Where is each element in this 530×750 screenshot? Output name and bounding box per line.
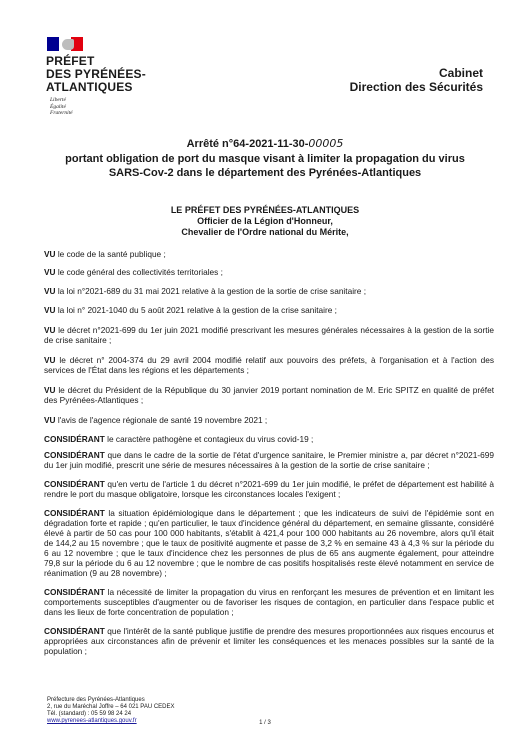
website-link[interactable]: www.pyrenees-atlantiques.gouv.fr (47, 718, 137, 724)
body-paragraph (44, 249, 494, 259)
republic-motto (50, 97, 73, 117)
marianne-logo-icon (47, 37, 83, 51)
prefecture-line: PRÉFET (46, 54, 95, 68)
paragraph-lead: CONSIDÉRANT (44, 508, 105, 518)
paragraph-lead: VU (44, 325, 56, 335)
paragraph-lead: CONSIDÉRANT (44, 479, 105, 489)
body-paragraph (44, 450, 494, 470)
paragraph-text: le code général des collectivités territoriales ; (55, 267, 223, 277)
paragraph-text: la loi n°2021-689 du 31 mai 2021 relative à la gestion de la sortie de crise sanitaire ; (55, 286, 367, 296)
motto-line: Égalité (50, 103, 66, 110)
paragraph-lead: VU (44, 355, 56, 365)
service-header (350, 66, 483, 94)
paragraph-text: que l'intérêt de la santé publique justifie de prendre des mesures proportionnées aux risques encourus et appropriées aux circonstances afin de prévenir et limiter les conséquences et les menaces possibles sur la santé de la population ; (44, 626, 494, 656)
body-paragraph (44, 587, 494, 617)
body-paragraph (44, 415, 494, 425)
subject-line: SARS-Cov-2 dans le département des Pyrénées-Atlantiques (108, 167, 422, 179)
paragraph-text: l'avis de l'agence régionale de santé 19 novembre 2021 ; (55, 415, 268, 425)
body-paragraph (44, 508, 494, 578)
prefecture-line: ATLANTIQUES (46, 80, 133, 94)
paragraph-lead: CONSIDÉRANT (44, 434, 105, 444)
paragraph-text: la nécessité de limiter la propagation du virus en renforçant les mesures de prévention et en limitant les comportements susceptibles d'augmenter ou de favoriser les risques de contagion, en particulier dans l'espace public et dans les lieux de forte concentration de population ; (44, 587, 494, 617)
paragraph-text: le décret n°2021-699 du 1er juin 2021 modifié prescrivant les mesures générales nécessaires à la gestion de la sortie de crise sanitaire ; (44, 325, 494, 345)
cabinet-label: Cabinet (438, 66, 483, 80)
paragraph-text: le décret n° 2004-374 du 29 avril 2004 modifié relatif aux pouvoirs des préfets, à l'organisation et à l'action des services de l'État dans les régions et les départements ; (44, 355, 494, 375)
paragraph-text: la loi n° 2021-1040 du 5 août 2021 relative à la gestion de la crise sanitaire ; (55, 305, 337, 315)
paragraph-lead: VU (44, 305, 56, 315)
body-paragraph (44, 434, 494, 444)
body-paragraph (44, 286, 494, 296)
signer-honor: Officier de la Légion d'Honneur, (197, 216, 333, 226)
arrete-number (0, 137, 530, 150)
page-number: 1 / 3 (259, 720, 271, 726)
paragraph-text: la situation épidémiologique dans le département ; que les indicateurs de suivi de l'épidémie sont en dégradation forte et rapide ; qu'en particulier, le taux d'incidence général du département, en semaine glissante, considéré élevé à partir de 50 cas pour 100 000 habitants, s'établit à 421,4 pour 100 000 habitants au 26 novembre, alors qu'il était de 144,2 au 15 novembre ; que le taux de positivité augmente et passe de 3,2 % en semaine 43 à 4,3 % sur la période du 6 au 12 novembre ; que le taux d'incidence chez les personnes de plus de 65 ans augmente également, pour atteindre 79,8 sur la période du 6 au 12 novembre ; que le nombre de cas positifs hospitalisés reste élevé notamment en service de réanimation (9 au 28 novembre) ; (44, 508, 494, 578)
subject-line: portant obligation de port du masque visant à limiter la propagation du virus (65, 153, 465, 165)
arrete-handwritten-number: 00005 (308, 137, 344, 150)
paragraph-text: le code de la santé publique ; (55, 249, 166, 259)
paragraph-lead: CONSIDÉRANT (44, 450, 105, 460)
paragraph-lead: CONSIDÉRANT (44, 626, 105, 636)
motto-line: Liberté (50, 97, 66, 103)
footer-line: Tél. (standard) : 05 59 98 24 24 (47, 711, 132, 717)
arrete-number-text: Arrêté n°64-2021-11-30- (186, 138, 309, 150)
body-paragraph (44, 355, 494, 375)
paragraph-text: le décret du Président de la République du 30 janvier 2019 portant nomination de M. Eric SPITZ en qualité de préfet des Pyrénées-Atlantiques ; (44, 385, 494, 405)
paragraph-lead: VU (44, 286, 56, 296)
body-paragraph (44, 325, 494, 345)
paragraph-lead: VU (44, 415, 56, 425)
body-paragraph (44, 267, 494, 277)
arrete-subject (40, 152, 490, 180)
prefecture-line: DES PYRÉNÉES- (46, 67, 146, 81)
body-paragraph (44, 305, 494, 315)
body-paragraph (44, 385, 494, 405)
paragraph-lead: VU (44, 267, 56, 277)
paragraph-lead: CONSIDÉRANT (44, 587, 105, 597)
footer-line: Préfecture des Pyrénées-Atlantiques (47, 697, 145, 703)
footer-line: 2, rue du Maréchal Joffre – 64 021 PAU CEDEX (47, 704, 175, 710)
signer-title: LE PRÉFET DES PYRÉNÉES-ATLANTIQUES (170, 205, 360, 215)
paragraph-text: que dans le cadre de la sortie de l'état d'urgence sanitaire, le Premier ministre a, par décret n°2021-699 du 1er juin modifié, prescrit une série de mesures nécessaires à la gestion de la sortie de crise sanitaire ; (44, 450, 494, 470)
body-paragraph (44, 479, 494, 499)
motto-line: Fraternité (50, 110, 73, 116)
prefecture-name (46, 55, 146, 94)
signer-block (0, 205, 530, 238)
paragraph-lead: VU (44, 385, 56, 395)
paragraph-lead: VU (44, 249, 56, 259)
document-body (44, 249, 494, 665)
paragraph-text: le caractère pathogène et contagieux du virus covid-19 ; (104, 434, 314, 444)
direction-label: Direction des Sécurités (349, 80, 483, 94)
body-paragraph (44, 626, 494, 656)
paragraph-text: qu'en vertu de l'article 1 du décret n°2021-699 du 1er juin modifié, le préfet de département est habilité à rendre le port du masque obligatoire, lorsque les circonstances locales l'exigent ; (44, 479, 494, 499)
signer-honor: Chevalier de l'Ordre national du Mérite, (181, 227, 349, 237)
